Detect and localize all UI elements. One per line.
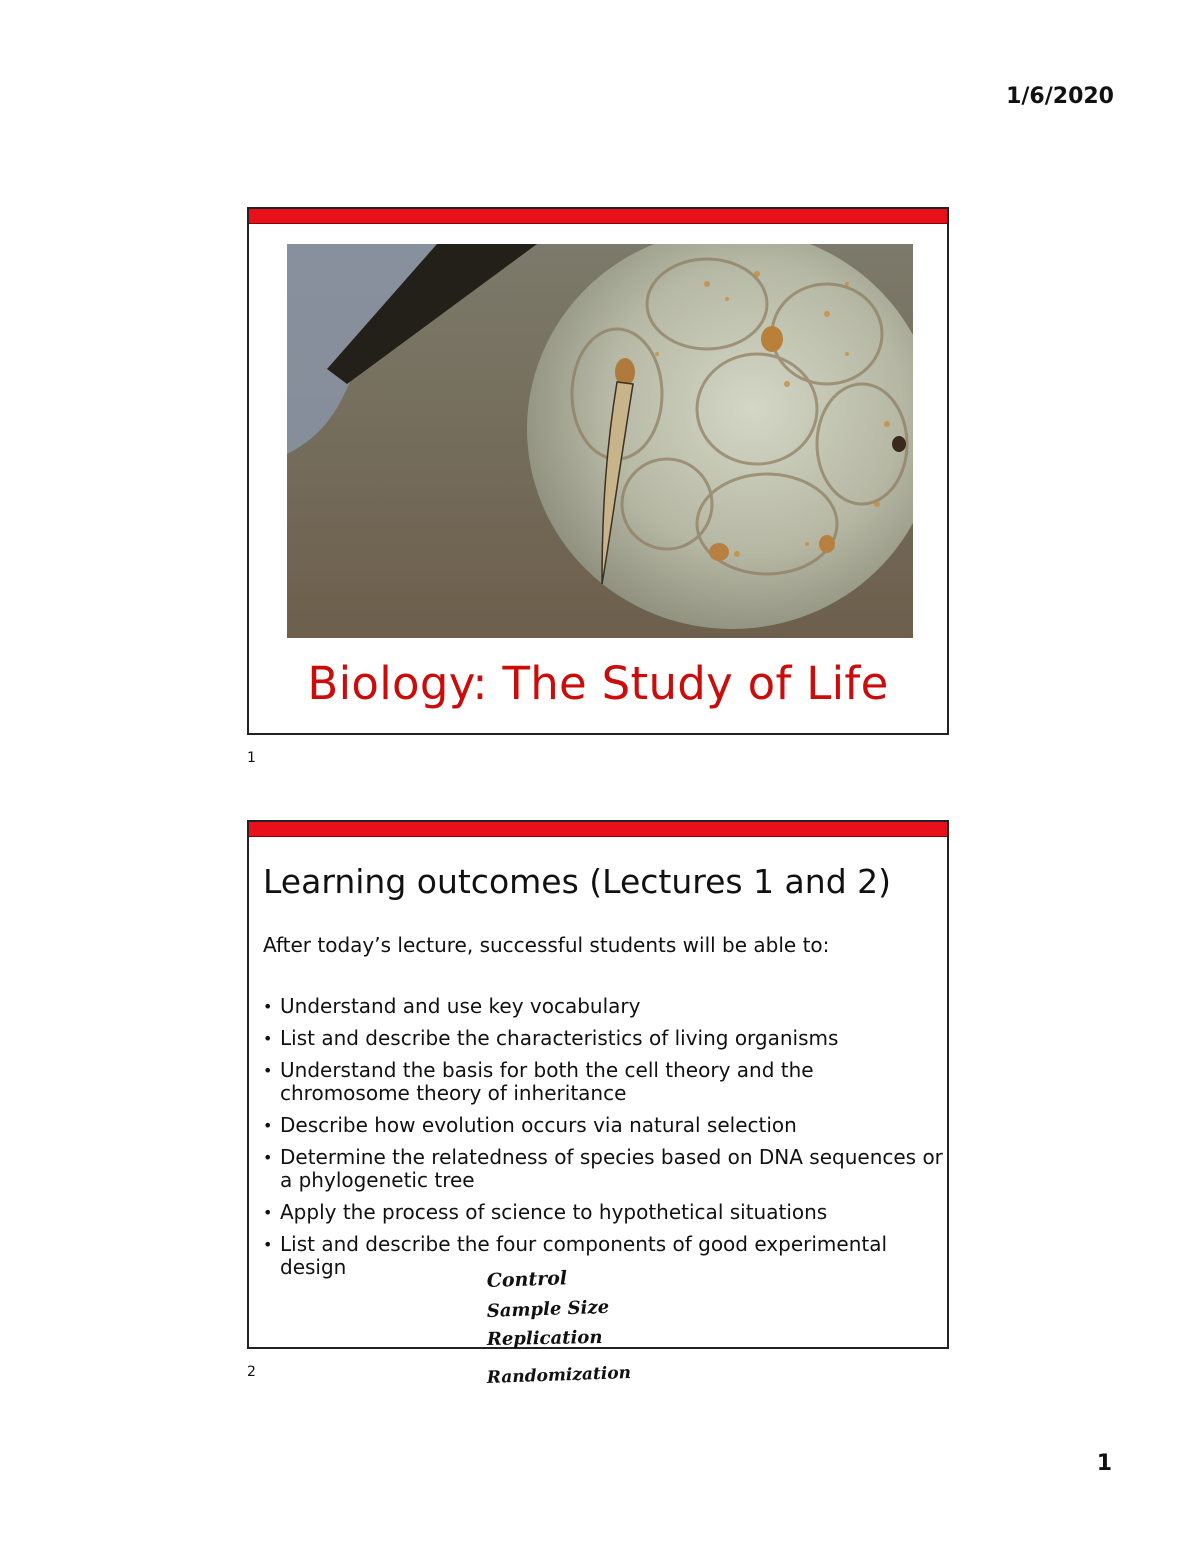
- handwritten-note: Control: [486, 1267, 568, 1292]
- slide-number: 1: [247, 750, 256, 766]
- handwritten-note: Randomization: [486, 1362, 632, 1388]
- handwritten-note: Replication: [486, 1326, 603, 1350]
- list-item: • Apply the process of science to hypothetical situations: [263, 1201, 943, 1224]
- tadpole-photo: [287, 244, 913, 638]
- slide-header-bar: [249, 822, 947, 837]
- slide-number: 2: [247, 1364, 256, 1380]
- handwritten-note: Sample Size: [486, 1296, 610, 1322]
- list-item: • Understand and use key vocabulary: [263, 995, 943, 1018]
- list-item: • Describe how evolution occurs via natural selection: [263, 1114, 943, 1137]
- slide-1: [247, 207, 949, 735]
- page-date: 1/6/2020: [1006, 84, 1114, 109]
- list-item: • List and describe the characteristics of living organisms: [263, 1027, 943, 1050]
- list-item: • Understand the basis for both the cell theory and the chromosome theory of inheritance: [263, 1059, 943, 1105]
- slide-title: Biology: The Study of Life: [307, 657, 889, 710]
- slide-intro: After today’s lecture, successful students will be able to:: [263, 933, 830, 957]
- handwritten-notes: [485, 1265, 655, 1395]
- list-item: • Determine the relatedness of species based on DNA sequences or a phylogenetic tree: [263, 1146, 943, 1192]
- slide-heading: Learning outcomes (Lectures 1 and 2): [263, 862, 891, 901]
- slide-header-bar: [249, 209, 947, 224]
- list-item: • List and describe the four components of good experimental design: [263, 1233, 943, 1279]
- page-number: 1: [1096, 1451, 1112, 1476]
- learning-outcomes-list: [263, 995, 943, 1288]
